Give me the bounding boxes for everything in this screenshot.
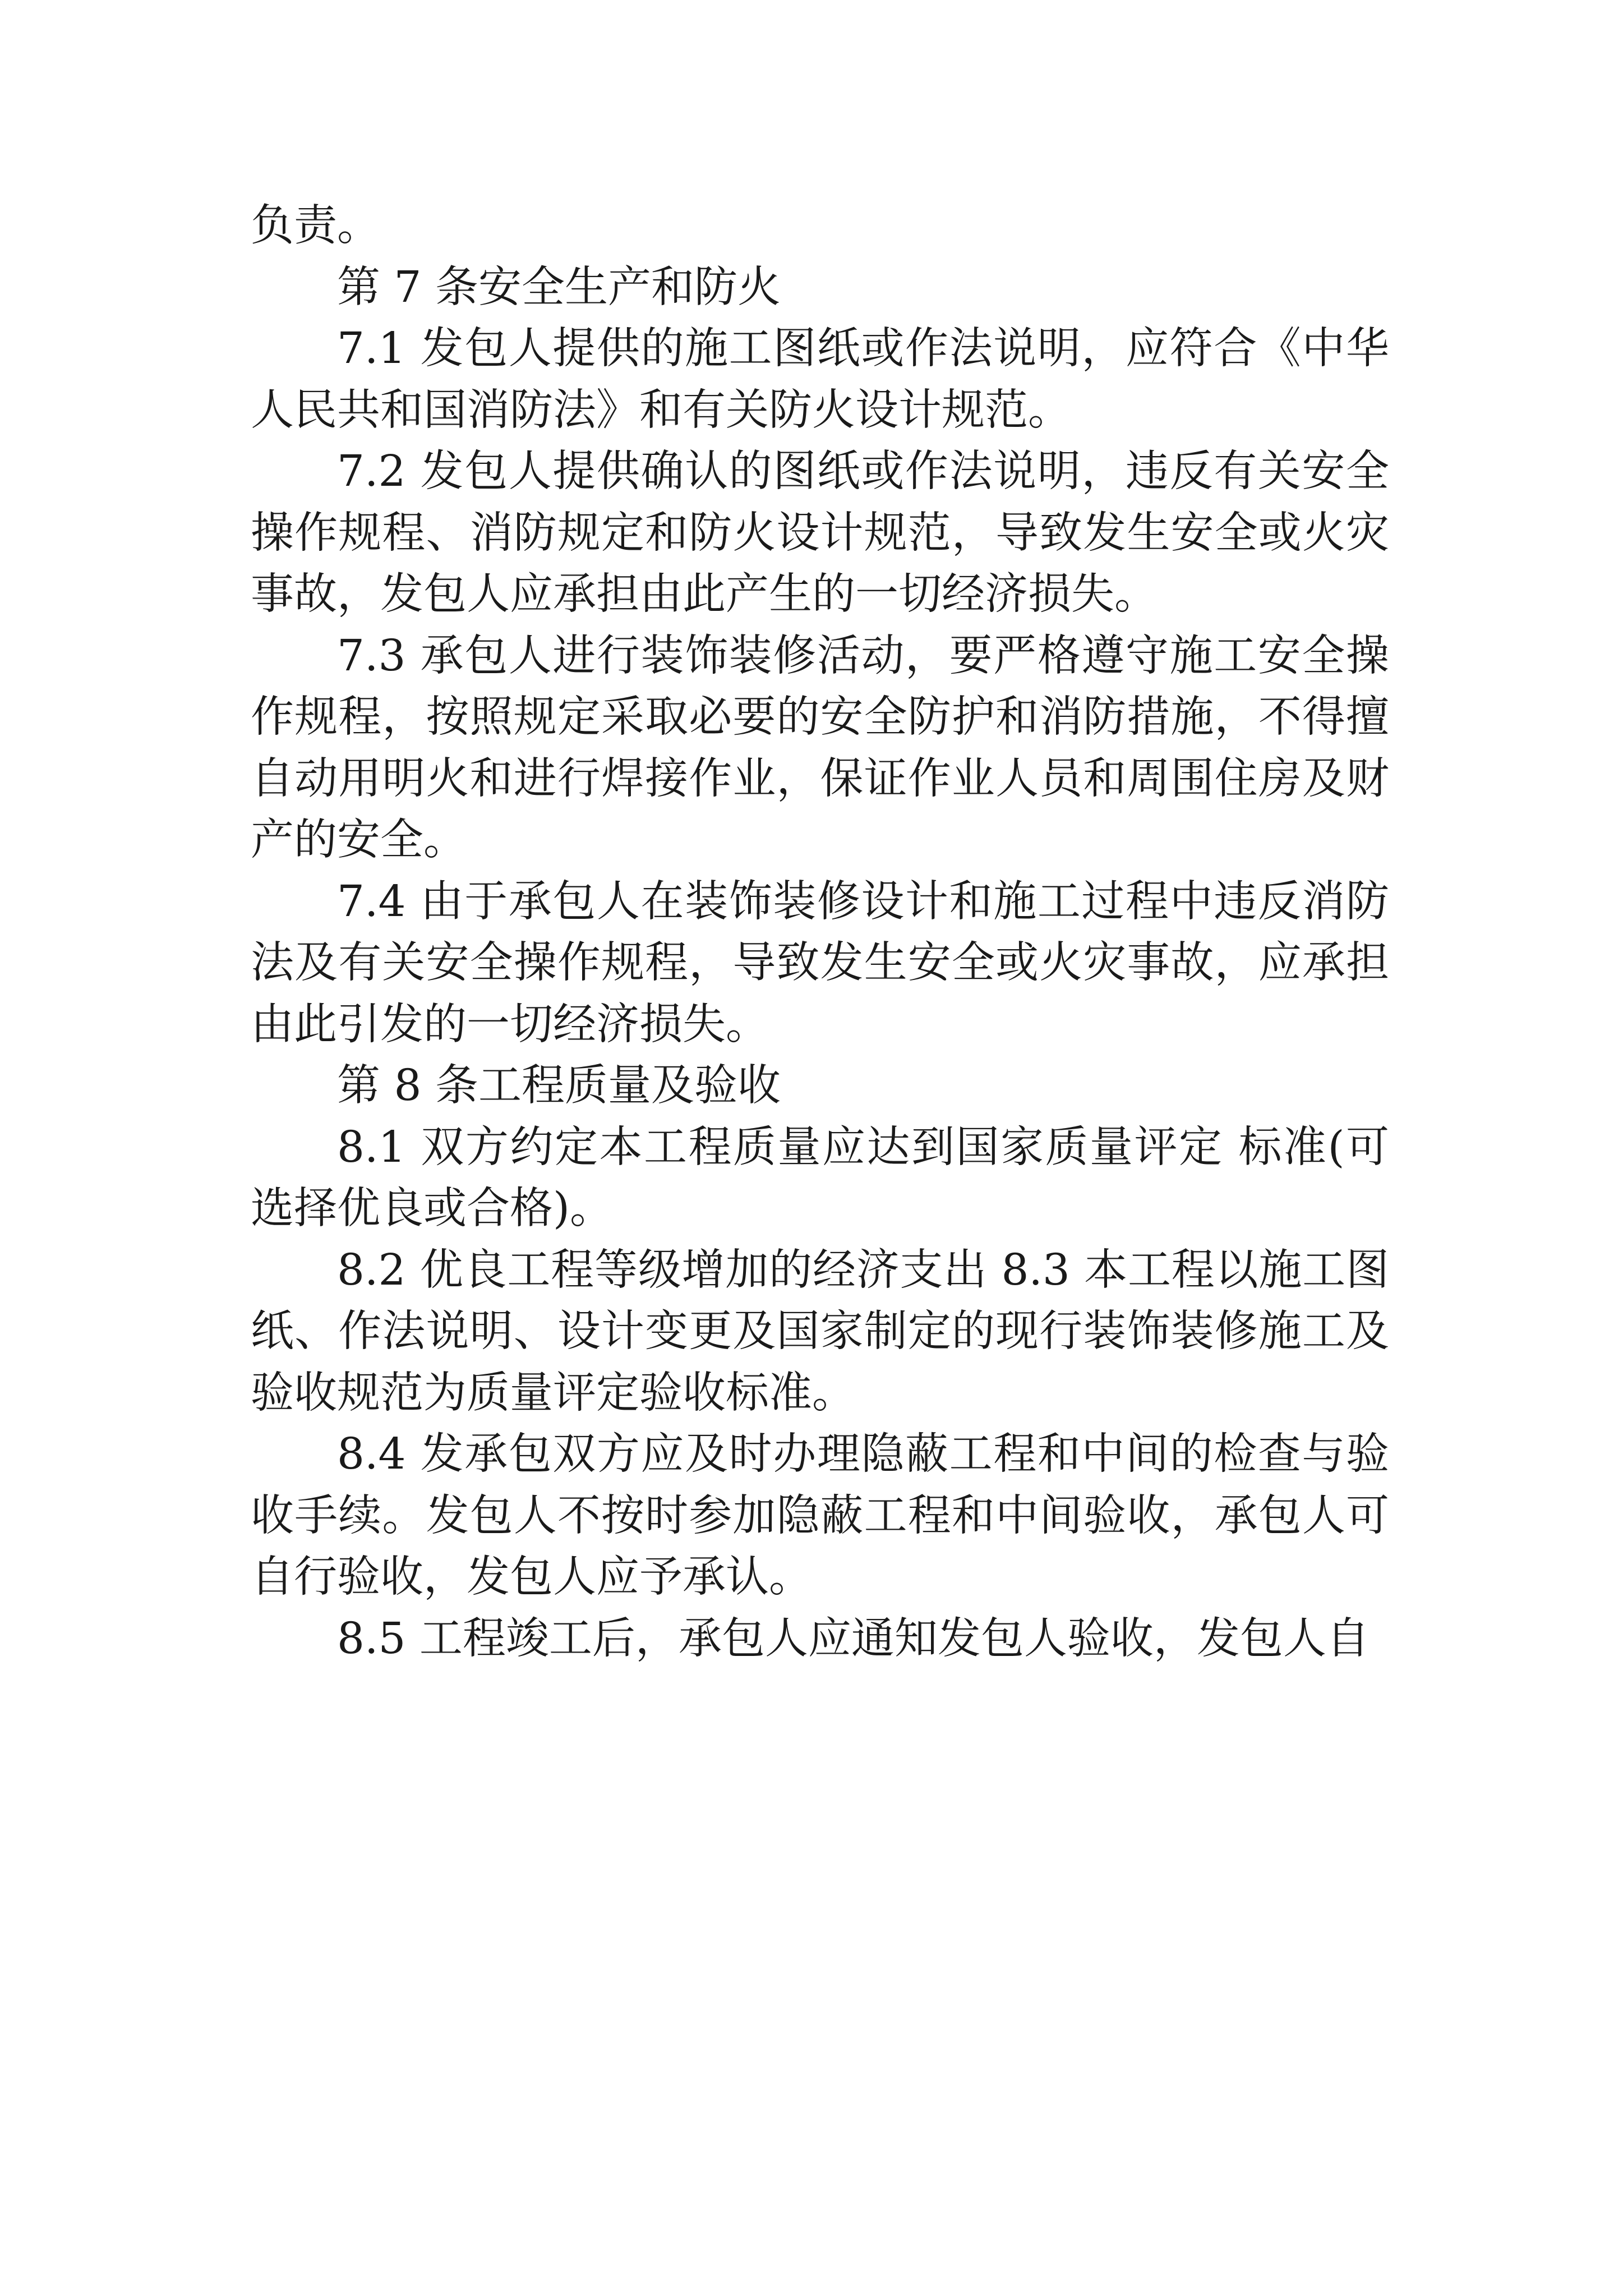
clause-8-1: 8.1 双方约定本工程质量应达到国家质量评定 标准(可选择优良或合格)。 — [251, 1122, 1389, 1234]
article-7-heading: 第 7 条安全生产和防火 — [337, 262, 781, 312]
paragraph-continuation: 负责。 — [251, 201, 380, 251]
clause-8-2: 8.2 优良工程等级增加的经济支出 8.3 本工程以施工图纸、作法说明、设计变更及国家制定的现行装饰装修施工及验收规范为质量评定验收标准。 — [251, 1245, 1389, 1418]
article-8-heading: 第 8 条工程质量及验收 — [337, 1061, 781, 1111]
clause-8-4: 8.4 发承包双方应及时办理隐蔽工程和中间的检查与验收手续。发包人不按时参加隐蔽工程和中间验收，承包人可自行验收，发包人应予承认。 — [251, 1429, 1389, 1602]
clause-7-2: 7.2 发包人提供确认的图纸或作法说明，违反有关安全操作规程、消防规定和防火设计规范，导致发生安全或火灾事故，发包人应承担由此产生的一切经济损失。 — [251, 447, 1389, 619]
clause-7-4: 7.4 由于承包人在装饰装修设计和施工过程中违反消防法及有关安全操作规程，导致发生安全或火灾事故，应承担由此引发的一切经济损失。 — [251, 876, 1389, 1050]
clause-8-5: 8.5 工程竣工后，承包人应通知发包人验收，发包人自 — [337, 1613, 1370, 1664]
clause-7-1: 7.1 发包人提供的施工图纸或作法说明，应符合《中华人民共和国消防法》和有关防火设计规范。 — [251, 324, 1389, 435]
clause-7-3: 7.3 承包人进行装饰装修活动，要严格遵守施工安全操作规程，按照规定采取必要的安全防护和消防措施，不得擅自动用明火和进行焊接作业，保证作业人员和周围住房及财产的安全。 — [251, 631, 1389, 865]
document-body — [251, 195, 1389, 1669]
